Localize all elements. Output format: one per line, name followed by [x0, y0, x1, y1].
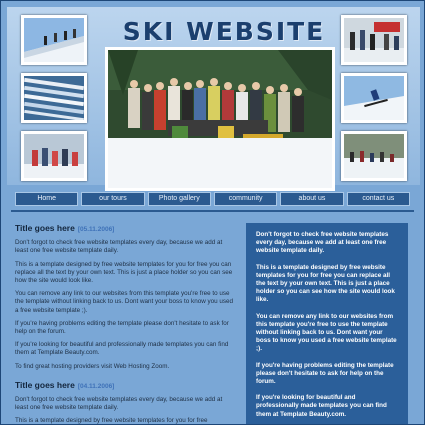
post-paragraph: You can remove any link to our websites from this template you're free to use the template without linking back to us. Dont want your boss to know you used a free website template ;).	[15, 290, 234, 314]
post-paragraph: If you're having problems editing the template please don't hesitate to ask for help on the forum.	[15, 319, 229, 336]
sidebar-paragraph: If you're having problems editing the template please don't hesitate to ask for help on the forum.	[256, 361, 394, 386]
post	[15, 380, 237, 425]
sidebar-paragraph: Don't forgot to check free website templates every day, because we add at least one free website template daily.	[256, 231, 389, 255]
post-paragraph: Don't forgot to check free website templates every day, because we add at least one free website template daily.	[15, 239, 223, 255]
ski-group-photo	[105, 47, 335, 191]
post-header	[15, 380, 237, 391]
post-paragraph: If you're looking for beautiful and professionally made templates you can find them at Template Beauty.com.	[15, 341, 229, 357]
ski-jump-photo[interactable]	[341, 73, 407, 123]
header-banner	[7, 7, 420, 185]
sidebar-paragraph: You can remove any link to our websites from this template you're free to use the template without linking back to us. Dont want your boss to know you used a free website template ;).	[256, 312, 397, 353]
nav-contact-us[interactable]: contact us	[347, 192, 410, 206]
post-date: [05.11.2006]	[77, 226, 115, 233]
ski-school-photo[interactable]	[21, 131, 87, 181]
post-paragraph: To find great hosting providers visit Web Hosting Zoom.	[15, 362, 170, 370]
sidebar-paragraph: If you're looking for beautiful and professionally made templates you can find them at Template Beauty.com.	[256, 394, 387, 418]
main-navigation	[15, 192, 410, 206]
nav-community[interactable]: community	[214, 192, 277, 206]
ski-lift-photo[interactable]	[341, 15, 407, 65]
post-paragraph: Don't forgot to check free website templates every day, because we add at least one free website template daily.	[15, 396, 223, 412]
nav-divider	[11, 210, 414, 212]
sidebar-paragraph: This is a template designed by free website templates for you for free you can replace all the text by your own text. This is just a place holder so you can see how the site would look like.	[256, 263, 395, 304]
post-title[interactable]: Title goes here	[15, 223, 75, 233]
site-title[interactable]: SKI WEBSITE	[122, 17, 326, 46]
post-header	[15, 223, 237, 234]
nav-photo-gallery[interactable]: Photo gallery	[148, 192, 211, 206]
skis-rack-photo[interactable]	[21, 73, 87, 123]
sidebar-box	[246, 223, 408, 425]
skiers-ridge-photo[interactable]	[21, 15, 87, 65]
post-date: [04.11.2006]	[77, 382, 115, 390]
post	[15, 223, 237, 371]
slope-skiers-photo[interactable]	[341, 131, 407, 181]
main-content	[15, 223, 237, 423]
post-paragraph: This is a template designed by free website templates for you for free you can replace all the text by your own text. This is just a place holder so you can see how the site would look like.	[15, 260, 233, 285]
nav-home[interactable]: Home	[15, 192, 78, 206]
post-title[interactable]: Title goes here	[15, 379, 75, 390]
post-paragraph: This is a template designed by free website templates for you for free	[15, 417, 208, 425]
nav-about-us[interactable]: about us	[280, 192, 343, 206]
nav-our-tours[interactable]: our tours	[81, 192, 144, 206]
